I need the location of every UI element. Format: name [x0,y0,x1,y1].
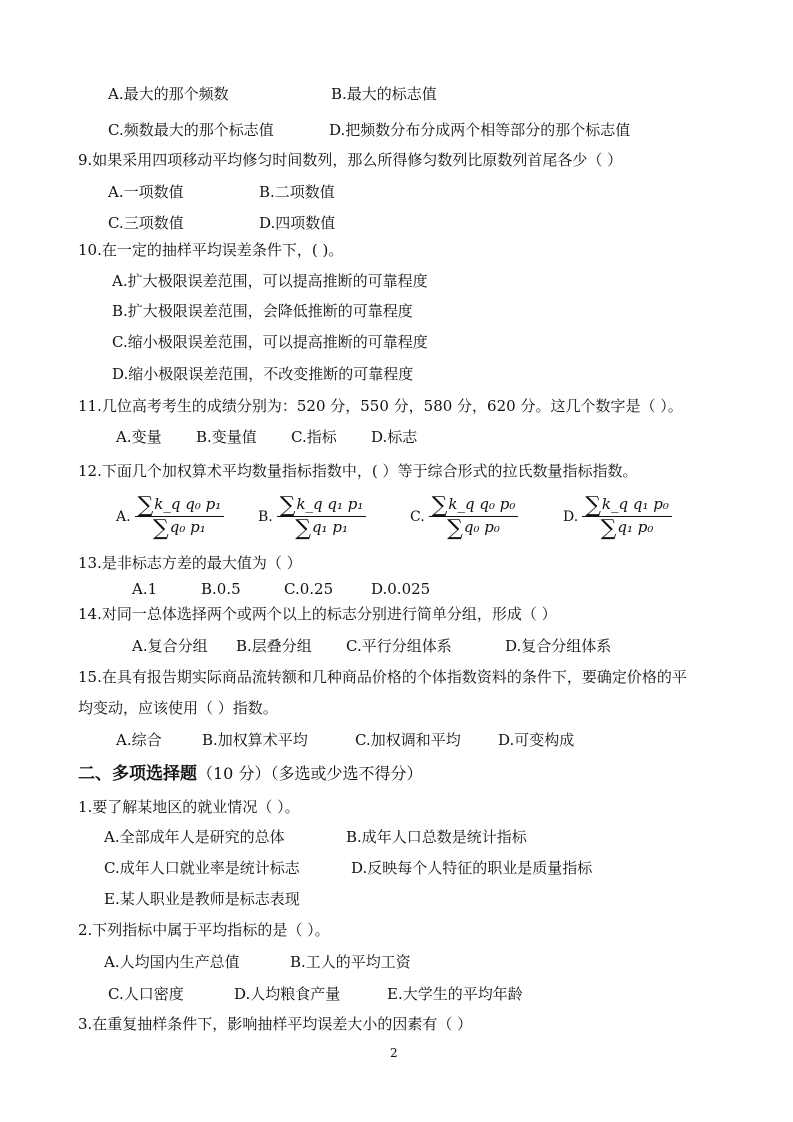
q12-b-fraction: $\frac{\text{∑k\_q q₁ p₁}}{\text{∑q₁ p₁}}$ [277,494,367,539]
m2-option-a: A.人均国内生产总值 [104,953,240,971]
q12-a-fraction: $\frac{\text{∑k\_q q₀ p₁}}{\text{∑q₀ p₁}}$ [135,494,225,539]
q13-option-a: A.1 [132,580,158,598]
q14-stem: 14.对同一总体选择两个或两个以上的标志分别进行简单分组，形成（ ） [78,605,557,623]
q15-option-d: D.可变构成 [498,731,575,749]
q12-option-d: D. $\frac{\text{∑k\_q q₁ p₀}}{\text{∑q₁ p₀}}$ [563,494,672,539]
m1-option-b: B.成年人口总数是统计指标 [346,828,527,846]
q12-a-numerator: k_q q₀ p₁ [154,495,222,513]
q15-stem-line1: 15.在具有报告期实际商品流转额和几种商品价格的个体指数资料的条件下，要确定价格的平 [78,668,687,686]
q12-c-denominator: q₀ p₀ [463,518,500,536]
q12-option-c: C. $\frac{\text{∑k\_q q₀ p₀}}{\text{∑q₀ p₀}}$ [410,494,518,539]
q12-a-denominator: q₀ p₁ [169,518,206,536]
q15-option-a: A.综合 [116,731,162,749]
q14-option-c: C.平行分组体系 [346,637,452,655]
m1-option-c: C.成年人口就业率是统计标志 [104,859,300,877]
m3-stem: 3.在重复抽样条件下，影响抽样平均误差大小的因素有（ ） [78,1015,473,1033]
q13-option-b: B.0.5 [201,580,241,598]
q8-option-c: C.频数最大的那个标志值 [108,121,274,139]
section-2-title: 二、多项选择题 [78,764,197,784]
q12-d-denominator: q₁ p₀ [617,518,654,536]
q13-stem: 13.是非标志方差的最大值为（ ） [78,554,302,572]
m1-option-d: D.反映每个人特征的职业是质量指标 [351,859,593,877]
q9-option-c: C.三项数值 [108,214,184,232]
q11-option-d: D.标志 [371,428,418,446]
q10-option-c: C.缩小极限误差范围，可以提高推断的可靠程度 [112,333,428,351]
q12-c-fraction: $\frac{\text{∑k\_q q₀ p₀}}{\text{∑q₀ p₀}}$ [429,494,519,539]
m1-option-a: A.全部成年人是研究的总体 [104,828,285,846]
q12-stem: 12.下面几个加权算术平均数量指标指数中，( ）等于综合形式的拉氏数量指标指数。 [78,462,638,480]
q8-option-d: D.把频数分布分成两个相等部分的那个标志值 [329,121,631,139]
q13-option-d: D.0.025 [371,580,431,598]
q12-d-fraction: $\frac{\text{∑k\_q q₁ p₀}}{\text{∑q₁ p₀}}$ [582,494,672,539]
q12-d-numerator: k_q q₁ p₀ [601,495,669,513]
q10-stem: 10.在一定的抽样平均误差条件下，( )。 [78,241,344,259]
section-2-note: （10 分）（多选或少选不得分） [197,764,423,783]
q12-option-a: A. $\frac{\text{∑k\_q q₀ p₁}}{\text{∑q₀ p₁}}$ [116,494,224,539]
section-2-heading [78,764,422,784]
q11-option-b: B.变量值 [196,428,257,446]
q8-option-b: B.最大的标志值 [331,85,437,103]
q10-option-d: D.缩小极限误差范围，不改变推断的可靠程度 [112,365,414,383]
q9-option-a: A.一项数值 [108,183,184,201]
q15-option-c: C.加权调和平均 [355,731,461,749]
q14-option-d: D.复合分组体系 [505,637,612,655]
m1-stem: 1.要了解某地区的就业情况（ ）。 [78,798,300,816]
q9-option-b: B.二项数值 [259,183,335,201]
q12-b-denominator: q₁ p₁ [311,518,348,536]
q12-c-numerator: k_q q₀ p₀ [448,495,516,513]
q15-stem-line2: 均变动，应该使用（ ）指数。 [78,699,278,717]
q15-option-b: B.加权算术平均 [202,731,308,749]
m2-option-c: C.人口密度 [108,985,184,1003]
q12-b-numerator: k_q q₁ p₁ [296,495,364,513]
m2-stem: 2.下列指标中属于平均指标的是（ ）。 [78,921,330,939]
q10-option-a: A.扩大极限误差范围，可以提高推断的可靠程度 [112,272,428,290]
q14-option-b: B.层叠分组 [236,637,312,655]
q13-option-c: C.0.25 [284,580,334,598]
q9-stem: 9.如果采用四项移动平均修匀时间数列，那么所得修匀数列比原数列首尾各少（ ） [78,151,623,169]
m2-option-e: E.大学生的平均年龄 [387,985,523,1003]
q11-stem: 11.几位高考考生的成绩分别为：520 分，550 分，580 分，620 分。这几个数字是（ ）。 [78,397,683,415]
m2-option-b: B.工人的平均工资 [290,953,411,971]
q11-option-a: A.变量 [116,428,162,446]
q9-option-d: D.四项数值 [259,214,336,232]
page-number: 2 [390,1046,398,1060]
q12-option-b: B. $\frac{\text{∑k\_q q₁ p₁}}{\text{∑q₁ p₁}}$ [258,494,366,539]
q11-option-c: C.指标 [291,428,337,446]
q14-option-a: A.复合分组 [132,637,208,655]
m1-option-e: E.某人职业是教师是标志表现 [104,890,300,908]
q10-option-b: B.扩大极限误差范围，会降低推断的可靠程度 [112,302,413,320]
q8-option-a: A.最大的那个频数 [108,85,229,103]
m2-option-d: D.人均粮食产量 [234,985,341,1003]
